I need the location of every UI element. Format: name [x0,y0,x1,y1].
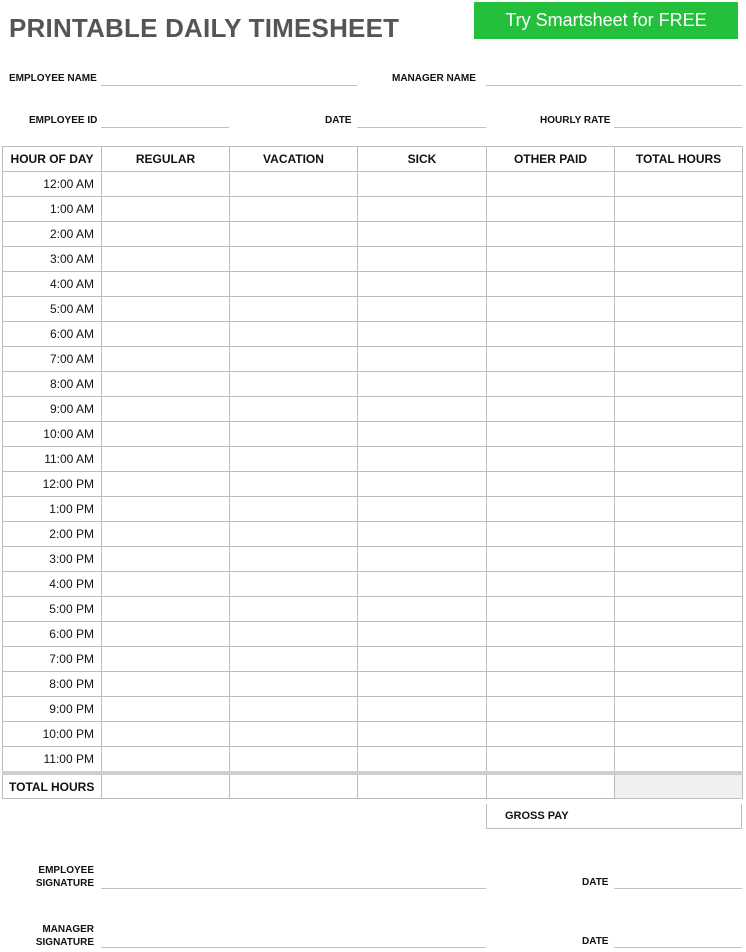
vacation-cell[interactable] [230,747,358,774]
regular-cell[interactable] [102,222,230,247]
sick-cell[interactable] [358,297,487,322]
table-row [3,472,743,497]
other-paid-cell[interactable] [487,172,615,197]
total-hours-cell[interactable] [615,522,743,547]
regular-cell[interactable] [102,722,230,747]
other-paid-cell[interactable] [487,497,615,522]
total-hours-cell[interactable] [615,222,743,247]
total-hours-cell[interactable] [615,272,743,297]
sick-cell[interactable] [358,572,487,597]
sick-cell[interactable] [358,247,487,272]
regular-cell[interactable] [102,472,230,497]
other-paid-cell[interactable] [487,697,615,722]
other-paid-cell[interactable] [487,297,615,322]
manager-signature-date-field[interactable] [614,947,742,948]
employee-name-field[interactable] [101,85,357,86]
sick-cell[interactable] [358,622,487,647]
total-sick-cell[interactable] [358,773,487,799]
date-field[interactable] [357,127,486,128]
table-row [3,672,743,697]
try-smartsheet-button[interactable]: Try Smartsheet for FREE [474,2,738,39]
table-row [3,422,743,447]
hour-cell: 9:00 AM [3,397,102,422]
sick-cell[interactable] [358,272,487,297]
header-vacation: VACATION [230,147,358,172]
total-regular-cell[interactable] [102,773,230,799]
employee-id-field[interactable] [101,127,229,128]
hour-cell: 7:00 PM [3,647,102,672]
hour-cell: 4:00 AM [3,272,102,297]
total-hours-cell[interactable] [615,322,743,347]
total-other-paid-cell[interactable] [487,773,615,799]
regular-cell[interactable] [102,172,230,197]
sick-cell[interactable] [358,647,487,672]
other-paid-cell[interactable] [487,647,615,672]
header-hour-of-day: HOUR OF DAY [3,147,102,172]
total-vacation-cell[interactable] [230,773,358,799]
regular-cell[interactable] [102,347,230,372]
regular-cell[interactable] [102,497,230,522]
other-paid-cell[interactable] [487,397,615,422]
vacation-cell[interactable] [230,347,358,372]
vacation-cell[interactable] [230,372,358,397]
table-row [3,747,743,774]
date-label: DATE [325,115,352,126]
grand-total-cell [615,773,743,799]
regular-cell[interactable] [102,547,230,572]
table-row [3,172,743,197]
employee-name-label: EMPLOYEE NAME [9,73,97,84]
other-paid-cell[interactable] [487,547,615,572]
vacation-cell[interactable] [230,572,358,597]
hour-cell: 5:00 AM [3,297,102,322]
vacation-cell[interactable] [230,222,358,247]
table-row [3,247,743,272]
total-hours-cell[interactable] [615,697,743,722]
regular-cell[interactable] [102,697,230,722]
other-paid-cell[interactable] [487,672,615,697]
total-hours-cell[interactable] [615,422,743,447]
vacation-cell[interactable] [230,647,358,672]
other-paid-cell[interactable] [487,272,615,297]
table-header-row [3,147,743,172]
gross-pay-box[interactable] [486,804,742,829]
regular-cell[interactable] [102,197,230,222]
total-hours-cell[interactable] [615,597,743,622]
other-paid-cell[interactable] [487,197,615,222]
vacation-cell[interactable] [230,547,358,572]
hour-cell: 2:00 PM [3,522,102,547]
hour-cell: 4:00 PM [3,572,102,597]
manager-signature-label: MANAGER SIGNATURE [35,924,94,948]
total-hours-cell[interactable] [615,247,743,272]
total-hours-cell[interactable] [615,397,743,422]
employee-signature-date-field[interactable] [614,888,742,889]
vacation-cell[interactable] [230,197,358,222]
table-row [3,597,743,622]
vacation-cell[interactable] [230,397,358,422]
sick-cell[interactable] [358,347,487,372]
table-row [3,497,743,522]
hour-cell: 10:00 AM [3,422,102,447]
table-row [3,197,743,222]
table-row [3,322,743,347]
hour-cell: 11:00 AM [3,447,102,472]
sick-cell[interactable] [358,522,487,547]
header-regular: REGULAR [102,147,230,172]
hour-cell: 6:00 AM [3,322,102,347]
regular-cell[interactable] [102,272,230,297]
sick-cell[interactable] [358,472,487,497]
total-hours-label: TOTAL HOURS [3,773,102,799]
hour-cell: 7:00 AM [3,347,102,372]
regular-cell[interactable] [102,322,230,347]
hour-cell: 2:00 AM [3,222,102,247]
vacation-cell[interactable] [230,672,358,697]
hour-cell: 10:00 PM [3,722,102,747]
total-hours-cell[interactable] [615,672,743,697]
regular-cell[interactable] [102,672,230,697]
other-paid-cell[interactable] [487,622,615,647]
vacation-cell[interactable] [230,622,358,647]
sick-cell[interactable] [358,172,487,197]
regular-cell[interactable] [102,622,230,647]
hour-cell: 11:00 PM [3,747,102,774]
page-title: PRINTABLE DAILY TIMESHEET [9,13,400,43]
other-paid-cell[interactable] [487,522,615,547]
regular-cell[interactable] [102,297,230,322]
sick-cell[interactable] [358,422,487,447]
sick-cell[interactable] [358,597,487,622]
gross-pay-label: GROSS PAY [505,810,569,822]
regular-cell[interactable] [102,572,230,597]
header-total-hours: TOTAL HOURS [615,147,743,172]
sick-cell[interactable] [358,547,487,572]
other-paid-cell[interactable] [487,422,615,447]
total-hours-row [3,773,743,799]
regular-cell[interactable] [102,597,230,622]
table-row [3,547,743,572]
other-paid-cell[interactable] [487,572,615,597]
vacation-cell[interactable] [230,522,358,547]
sick-cell[interactable] [358,322,487,347]
hour-cell: 12:00 PM [3,472,102,497]
total-hours-cell[interactable] [615,572,743,597]
vacation-cell[interactable] [230,722,358,747]
vacation-cell[interactable] [230,597,358,622]
table-row [3,222,743,247]
other-paid-cell[interactable] [487,597,615,622]
regular-cell[interactable] [102,422,230,447]
manager-signature-date-label: DATE [582,936,609,947]
sick-cell[interactable] [358,222,487,247]
vacation-cell[interactable] [230,272,358,297]
total-hours-cell[interactable] [615,722,743,747]
table-row [3,722,743,747]
regular-cell[interactable] [102,747,230,774]
other-paid-cell[interactable] [487,447,615,472]
total-hours-cell[interactable] [615,547,743,572]
sick-cell[interactable] [358,197,487,222]
manager-signature-field[interactable] [101,947,486,948]
manager-name-label: MANAGER NAME [392,73,476,84]
vacation-cell[interactable] [230,297,358,322]
hour-cell: 12:00 AM [3,172,102,197]
sick-cell[interactable] [358,397,487,422]
sick-cell[interactable] [358,497,487,522]
hourly-rate-label: HOURLY RATE [540,115,611,126]
table-row [3,522,743,547]
hour-cell: 6:00 PM [3,622,102,647]
vacation-cell[interactable] [230,697,358,722]
total-hours-cell[interactable] [615,372,743,397]
table-row [3,647,743,672]
header-other-paid: OTHER PAID [487,147,615,172]
sick-cell[interactable] [358,747,487,774]
employee-signature-label: EMPLOYEE SIGNATURE [35,865,94,889]
table-row [3,622,743,647]
sick-cell[interactable] [358,447,487,472]
vacation-cell[interactable] [230,472,358,497]
vacation-cell[interactable] [230,447,358,472]
total-hours-cell[interactable] [615,447,743,472]
other-paid-cell[interactable] [487,722,615,747]
employee-signature-field[interactable] [101,888,486,889]
hour-cell: 9:00 PM [3,697,102,722]
hour-cell: 5:00 PM [3,597,102,622]
table-row [3,697,743,722]
sick-cell[interactable] [358,372,487,397]
regular-cell[interactable] [102,447,230,472]
table-row [3,447,743,472]
manager-name-field[interactable] [486,85,742,86]
table-row [3,372,743,397]
timesheet-table [2,146,743,799]
other-paid-cell[interactable] [487,247,615,272]
sick-cell[interactable] [358,697,487,722]
total-hours-cell[interactable] [615,172,743,197]
other-paid-cell[interactable] [487,222,615,247]
vacation-cell[interactable] [230,247,358,272]
table-row [3,572,743,597]
employee-id-label: EMPLOYEE ID [29,115,98,126]
total-hours-cell[interactable] [615,747,743,774]
vacation-cell[interactable] [230,322,358,347]
hour-cell: 8:00 AM [3,372,102,397]
other-paid-cell[interactable] [487,747,615,774]
total-hours-cell[interactable] [615,622,743,647]
regular-cell[interactable] [102,397,230,422]
table-row [3,347,743,372]
total-hours-cell[interactable] [615,497,743,522]
total-hours-cell[interactable] [615,197,743,222]
hour-cell: 8:00 PM [3,672,102,697]
hourly-rate-field[interactable] [614,127,742,128]
sick-cell[interactable] [358,672,487,697]
vacation-cell[interactable] [230,422,358,447]
regular-cell[interactable] [102,647,230,672]
sick-cell[interactable] [358,722,487,747]
other-paid-cell[interactable] [487,322,615,347]
employee-signature-date-label: DATE [582,877,609,888]
table-row [3,297,743,322]
hour-cell: 3:00 AM [3,247,102,272]
hour-cell: 1:00 AM [3,197,102,222]
table-row [3,272,743,297]
table-row [3,397,743,422]
other-paid-cell[interactable] [487,347,615,372]
total-hours-cell[interactable] [615,472,743,497]
total-hours-cell[interactable] [615,347,743,372]
hour-cell: 3:00 PM [3,547,102,572]
hour-cell: 1:00 PM [3,497,102,522]
total-hours-cell[interactable] [615,647,743,672]
regular-cell[interactable] [102,247,230,272]
total-hours-cell[interactable] [615,297,743,322]
vacation-cell[interactable] [230,497,358,522]
regular-cell[interactable] [102,522,230,547]
header-sick: SICK [358,147,487,172]
vacation-cell[interactable] [230,172,358,197]
other-paid-cell[interactable] [487,472,615,497]
regular-cell[interactable] [102,372,230,397]
other-paid-cell[interactable] [487,372,615,397]
